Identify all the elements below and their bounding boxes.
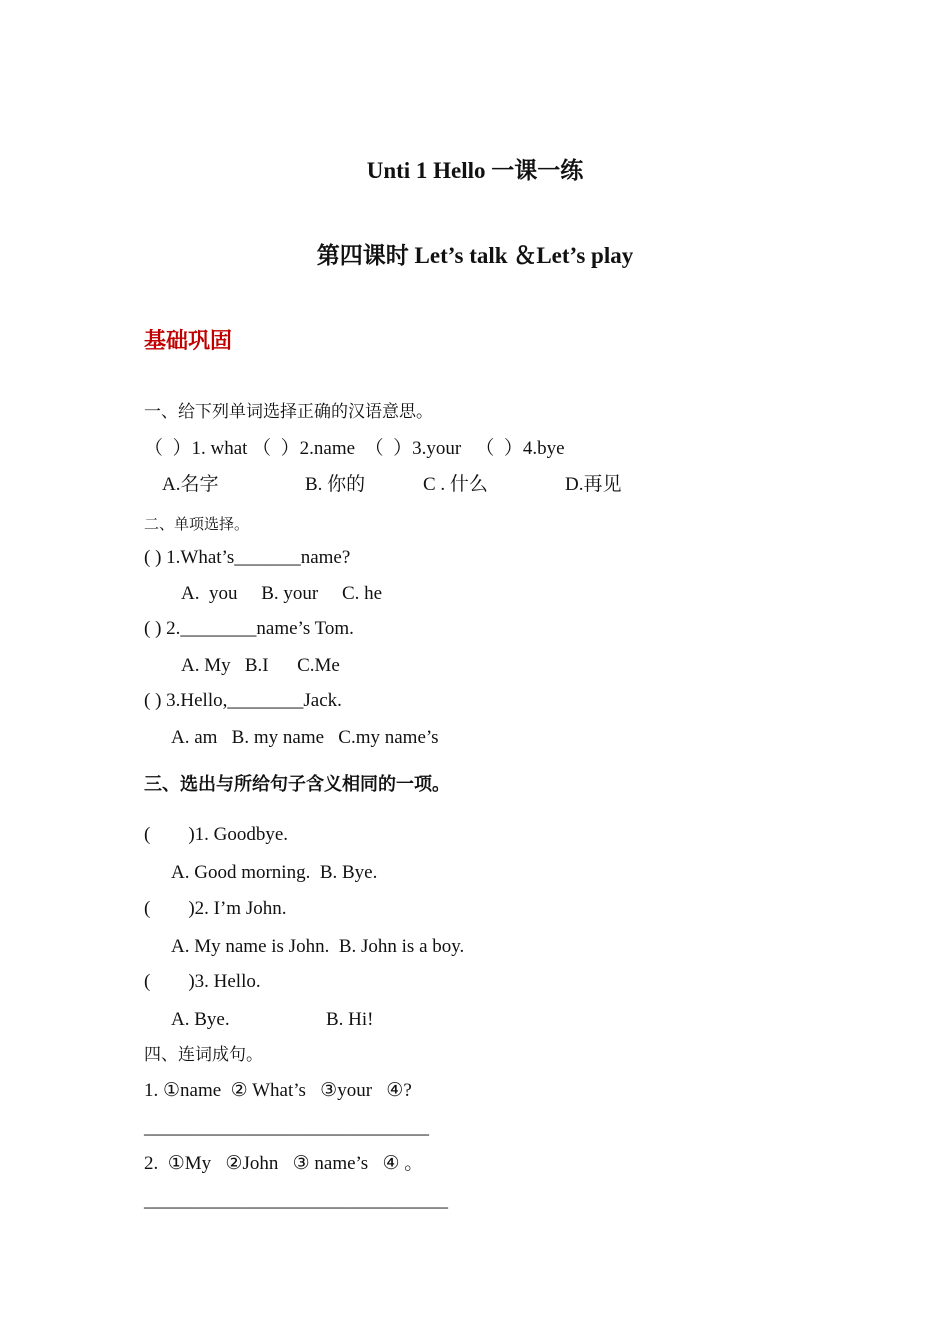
- part2-heading: 二、单项选择。: [144, 515, 250, 533]
- page-title: Unti 1 Hello 一课一练: [366, 158, 584, 183]
- part2-options-1: A. you B. your C. he: [181, 583, 383, 604]
- part3-options-1: A. Good morning. B. Bye.: [171, 862, 378, 883]
- part2-question-3: ( ) 3.Hello,________Jack.: [144, 690, 342, 711]
- part3-option-3a: A. Bye.: [171, 1009, 230, 1030]
- section-heading: 基础巩固: [144, 329, 233, 354]
- part2-options-2: A. My B.I C.Me: [181, 655, 340, 676]
- lesson-subtitle: 第四课时 Let’s talk ＆Let’s play: [316, 243, 634, 268]
- part3-question-2: ( )2. I’m John.: [144, 898, 287, 919]
- part3-question-3: ( )3. Hello.: [144, 971, 261, 992]
- part4-heading: 四、连词成句。: [144, 1045, 263, 1065]
- part3-question-1: ( )1. Goodbye.: [144, 824, 289, 845]
- part4-question-2: 2. ①My ②John ③ name’s ④ 。: [144, 1153, 424, 1174]
- part2-question-1: ( ) 1.What’s_______name?: [144, 547, 351, 568]
- part4-answer-line-2: ________________________________: [144, 1190, 448, 1211]
- part1-option-b: B. 你的: [305, 474, 366, 495]
- part1-heading: 一、给下列单词选择正确的汉语意思。: [144, 402, 433, 422]
- part3-heading: 三、选出与所给句子含义相同的一项。: [144, 774, 450, 795]
- part3-options-2: A. My name is John. B. John is a boy.: [171, 936, 465, 957]
- part3-option-3b: B. Hi!: [326, 1009, 374, 1030]
- part4-answer-line-1: ______________________________: [144, 1117, 429, 1138]
- part2-options-3: A. am B. my name C.my name’s: [171, 727, 439, 748]
- part1-option-a: A.名字: [162, 474, 219, 495]
- part1-option-c: C . 什么: [423, 474, 488, 495]
- part1-option-d: D.再见: [565, 474, 622, 495]
- part1-items: （ ）1. what （ ）2.name （ ）3.your （ ）4.bye: [144, 438, 565, 459]
- part4-question-1: 1. ①name ② What’s ③your ④?: [144, 1080, 412, 1101]
- part2-question-2: ( ) 2.________name’s Tom.: [144, 618, 354, 639]
